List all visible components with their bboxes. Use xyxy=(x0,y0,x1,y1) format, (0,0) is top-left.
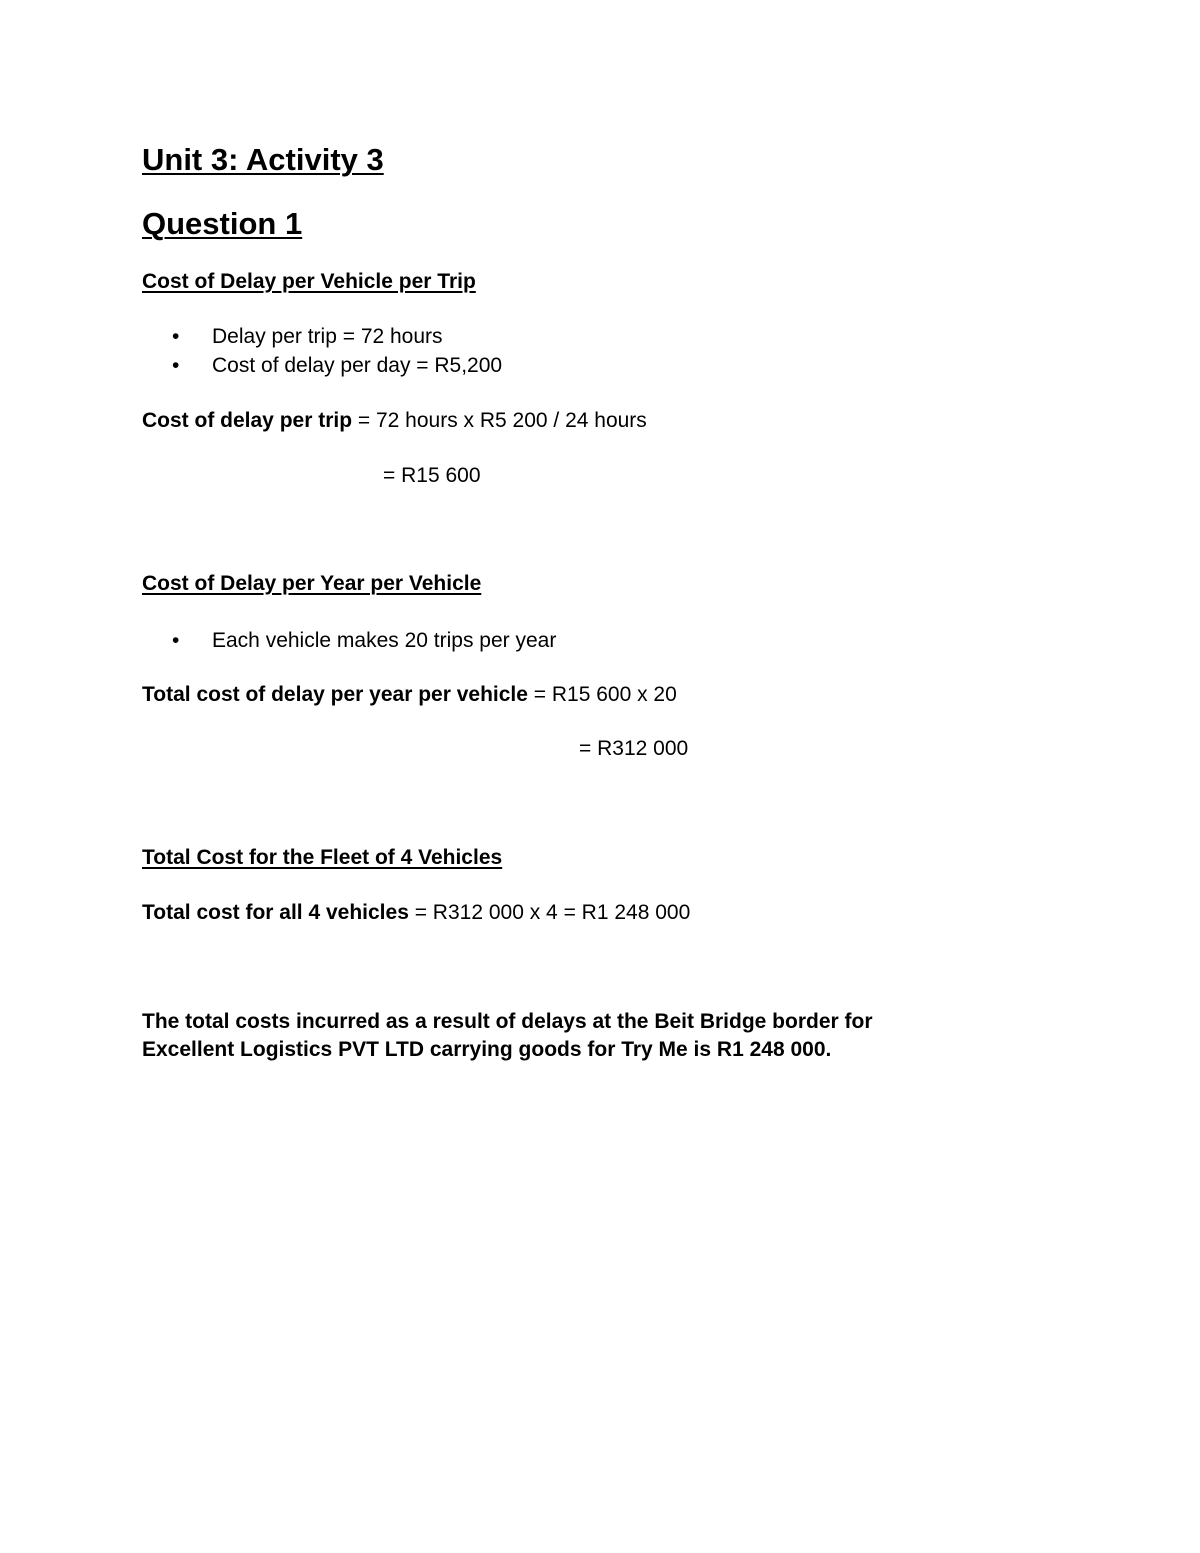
section-heading-fleet-total: Total Cost for the Fleet of 4 Vehicles xyxy=(142,846,503,869)
calculation-label: Total cost of delay per year per vehicle xyxy=(142,683,528,706)
conclusion-line-2: Excellent Logistics PVT LTD carrying goods for Try Me is R1 248 000. xyxy=(142,1038,832,1061)
conclusion-line-1: The total costs incurred as a result of delays at the Beit Bridge border for xyxy=(142,1010,873,1033)
calculation-line xyxy=(142,683,677,707)
list-item-text: Cost of delay per day = R5,200 xyxy=(212,354,503,377)
list-item-text: Delay per trip = 72 hours xyxy=(212,325,443,348)
list-item-text: Each vehicle makes 20 trips per year xyxy=(212,629,557,652)
question-heading: Question 1 xyxy=(142,206,303,241)
calculation-expression: = 72 hours x R5 200 / 24 hours xyxy=(352,409,647,432)
calculation-expression: = R15 600 x 20 xyxy=(527,683,677,706)
calculation-expression: = R312 000 x 4 = R1 248 000 xyxy=(408,901,691,924)
calculation-result: = R312 000 xyxy=(579,737,689,760)
calculation-label: Cost of delay per trip xyxy=(142,409,353,432)
section-heading-cost-per-year: Cost of Delay per Year per Vehicle xyxy=(142,572,482,595)
calculation-result: = R15 600 xyxy=(383,464,481,487)
calculation-line xyxy=(142,901,690,925)
document-title: Unit 3: Activity 3 xyxy=(142,142,384,177)
section-heading-cost-per-trip: Cost of Delay per Vehicle per Trip xyxy=(142,270,476,293)
bullet-icon: • xyxy=(172,629,180,652)
calculation-label: Total cost for all 4 vehicles xyxy=(142,901,409,924)
bullet-icon: • xyxy=(172,325,180,348)
calculation-line xyxy=(142,409,647,433)
bullet-icon: • xyxy=(172,354,180,377)
